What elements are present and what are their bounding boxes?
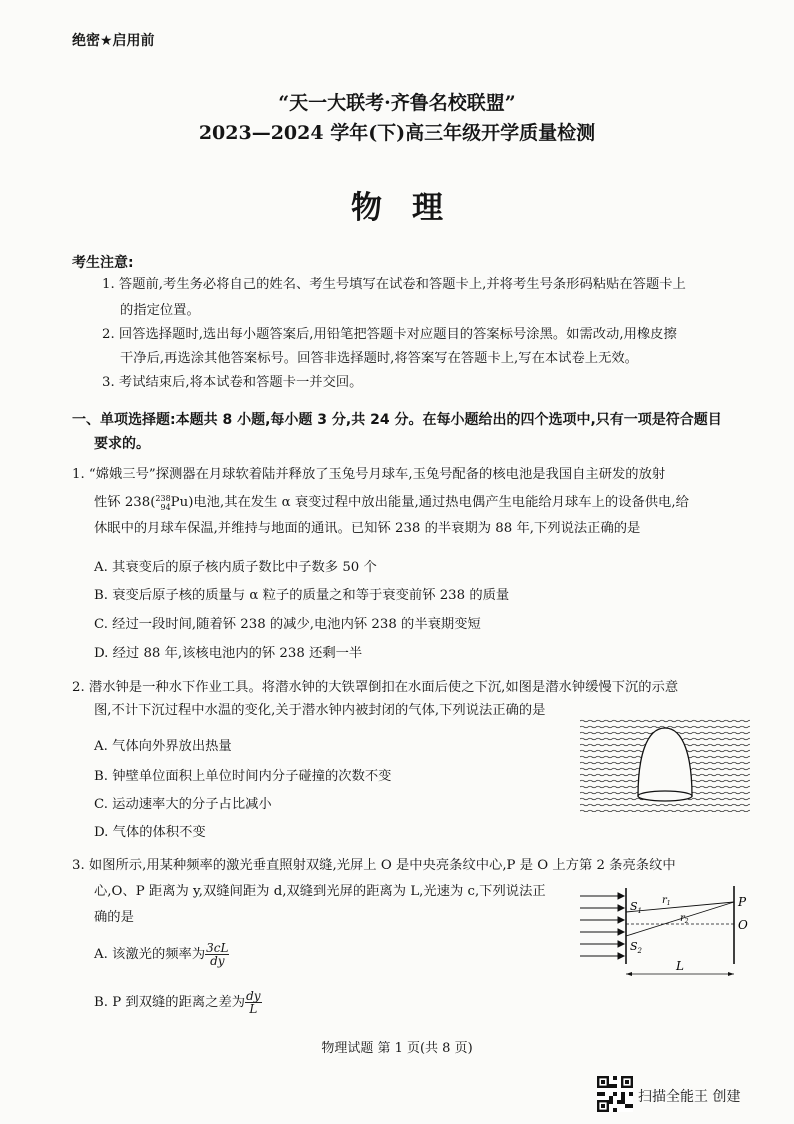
q1-stem-line3: 休眠中的月球车保温,并维持与地面的通讯。已知钚 238 的半衰期为 88 年,下列说法正确的是: [94, 521, 641, 536]
q3-option-b-text: B. P 到双缝的距离之差为: [94, 995, 246, 1010]
label-l: L: [676, 959, 684, 973]
scanner-brand-label: 扫描全能王 创建: [638, 1089, 741, 1105]
q1-stem-line2-a: 性钚 238(: [94, 495, 156, 510]
fraction-numerator: 3cL: [206, 941, 229, 955]
section-heading: 一、单项选择题:本题共 8 小题,每小题 3 分,共 24 分。在每小题给出的四个选项中,只有一项是符合题目: [72, 412, 722, 428]
subject-title: 物理: [351, 190, 473, 226]
exam-title-line1: “天一大联考·齐鲁名校联盟”: [278, 92, 516, 114]
exam-title-line2: 2023—2024 学年(下)高三年级开学质量检测: [198, 122, 596, 144]
label-r2: $r_2$: [680, 913, 689, 925]
q2-option-a[interactable]: A. 气体向外界放出热量: [94, 739, 232, 754]
q3-option-a-fraction: [205, 942, 229, 967]
q2-option-c[interactable]: C. 运动速率大的分子占比减小: [94, 797, 272, 812]
label-p: P: [738, 895, 747, 909]
bell-opening: [638, 791, 692, 801]
double-slit-figure: [576, 884, 756, 986]
isotope-z: 94: [160, 502, 171, 512]
notice-title: 考生注意:: [72, 255, 134, 271]
fraction-numerator: dy: [246, 989, 261, 1003]
q1-stem-line1: 1. “嫦娥三号”探测器在月球软着陆并释放了玉兔号月球车,玉兔号配备的核电池是我国自主研发的放射: [72, 467, 666, 482]
fraction-denominator: dy: [210, 954, 225, 968]
q3-stem-line1: 3. 如图所示,用某种频率的激光垂直照射双缝,光屏上 O 是中央亮条纹中心,P 是 O 上方第 2 条亮条纹中: [72, 858, 676, 873]
label-r1: $r_1$: [662, 895, 671, 907]
confidential-label: 绝密★启用前: [72, 33, 155, 49]
page-footer: 物理试题 第 1 页(共 8 页): [321, 1041, 473, 1056]
notice-item-1-cont: 的指定位置。: [120, 303, 200, 318]
section-heading-cont: 要求的。: [94, 436, 150, 452]
isotope-mass: 238: [155, 493, 171, 503]
notice-item-2-cont: 干净后,再选涂其他答案标号。回答非选择题时,将答案写在答题卡上,写在本试卷上无效。: [120, 351, 638, 366]
q2-option-d[interactable]: D. 气体的体积不变: [94, 825, 206, 840]
q1-stem-line2: [94, 490, 689, 516]
q1-option-c[interactable]: C. 经过一段时间,随着钚 238 的减少,电池内钚 238 的半衰期变短: [94, 617, 481, 632]
notice-item-2: 2. 回答选择题时,选出每小题答案后,用铅笔把答题卡对应题目的答案标号涂黑。如需改动,用橡皮擦: [102, 327, 677, 342]
q1-stem-line2-b: )电池,其在发生 α 衰变过程中放出能量,通过热电偶产生电能给月球车上的设备供电,给: [188, 495, 689, 510]
qr-code-icon: [597, 1076, 633, 1112]
label-o: O: [738, 918, 748, 932]
q3-stem-line3: 确的是: [94, 910, 134, 925]
diving-bell-figure: [580, 718, 750, 812]
incident-laser-arrows: [580, 893, 624, 959]
isotope-numbers: [155, 494, 170, 512]
notice-item-3: 3. 考试结束后,将本试卷和答题卡一并交回。: [102, 375, 363, 390]
q3-option-a-text: A. 该激光的频率为: [94, 947, 206, 962]
q1-option-a[interactable]: A. 其衰变后的原子核内质子数比中子数多 50 个: [94, 560, 377, 575]
label-s2: $S_2$: [630, 940, 643, 955]
q3-stem-line2: 心,O、P 距离为 y,双缝间距为 d,双缝到光屏的距离为 L,光速为 c,下列说法正: [94, 884, 546, 899]
notice-item-1: 1. 答题前,考生务必将自己的姓名、考生号填写在试卷和答题卡上,并将考生号条形码粘贴在答题卡上: [102, 277, 686, 292]
q2-option-b[interactable]: B. 钟壁单位面积上单位时间内分子碰撞的次数不变: [94, 769, 392, 784]
isotope-symbol: Pu: [170, 495, 189, 510]
q1-option-b[interactable]: B. 衰变后原子核的质量与 α 粒子的质量之和等于衰变前钚 238 的质量: [94, 588, 510, 603]
q3-option-a[interactable]: [94, 942, 229, 968]
q3-option-b[interactable]: [94, 990, 262, 1016]
q2-stem-line1: 2. 潜水钟是一种水下作业工具。将潜水钟的大铁罩倒扣在水面后使之下沉,如图是潜水钟缓慢下沉的示意: [72, 680, 679, 695]
q2-stem-line2: 图,不计下沉过程中水温的变化,关于潜水钟内被封闭的气体,下列说法正确的是: [94, 703, 546, 718]
fraction-denominator: L: [249, 1002, 258, 1016]
label-s1: $S_1$: [630, 900, 643, 915]
q3-option-b-fraction: [245, 990, 261, 1015]
q1-option-d[interactable]: D. 经过 88 年,该核电池内的钚 238 还剩一半: [94, 646, 363, 661]
